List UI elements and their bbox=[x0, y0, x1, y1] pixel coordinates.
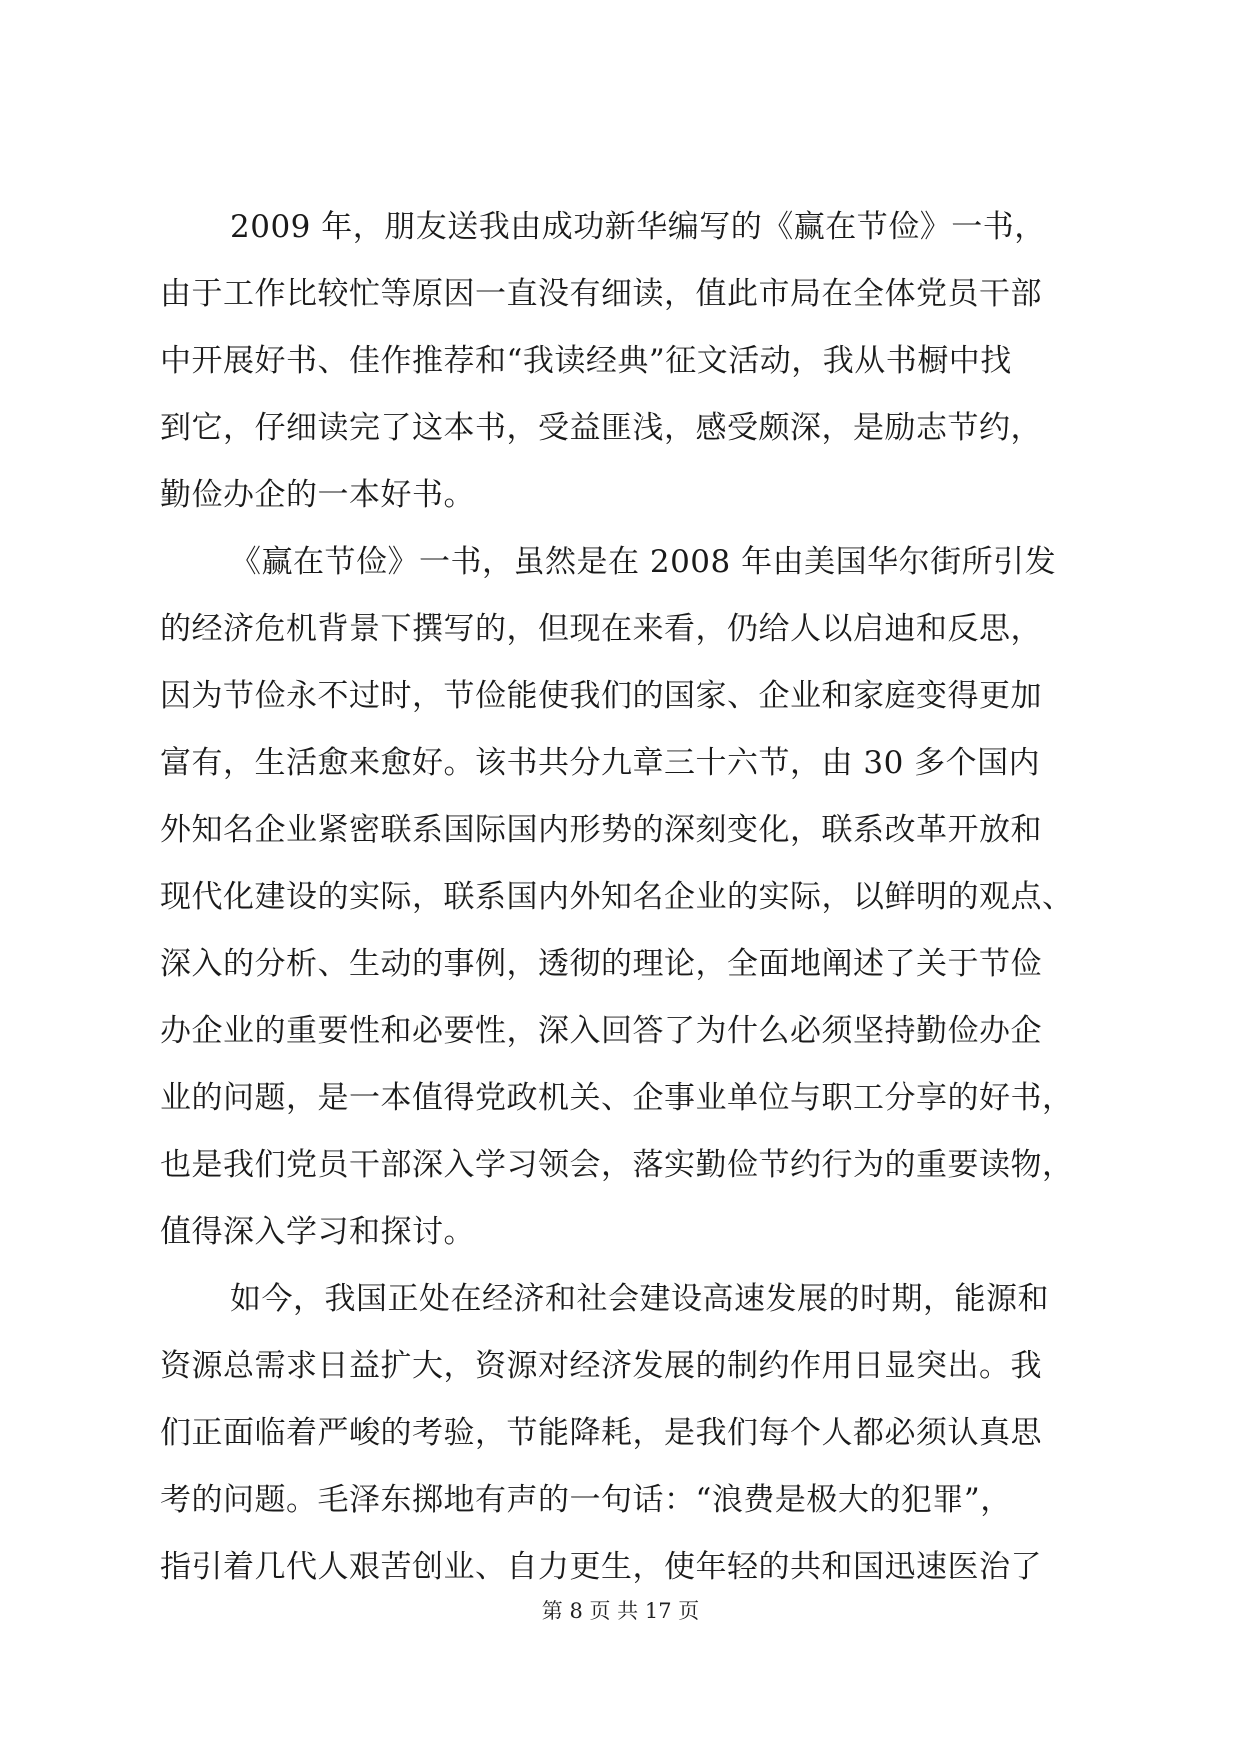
paragraph-2-line-11: 值得深入学习和探讨。 bbox=[160, 1214, 475, 1250]
paragraph-3-line-4: 考的问题。毛泽东掷地有声的一句话：“浪费是极大的犯罪”， bbox=[160, 1482, 1012, 1518]
paragraph-3-line-1: 如今，我国正处在经济和社会建设高速发展的时期，能源和 bbox=[230, 1281, 1049, 1317]
paragraph-3-line-2: 资源总需求日益扩大，资源对经济发展的制约作用日显突出。我 bbox=[160, 1348, 1042, 1384]
paragraph-2-line-1: 《赢在节俭》一书，虽然是在 2008 年由美国华尔街所引发 bbox=[230, 544, 1057, 580]
body-text bbox=[160, 194, 1090, 1601]
paragraph-2-line-6: 现代化建设的实际，联系国内外知名企业的实际，以鲜明的观点、 bbox=[160, 879, 1074, 915]
paragraph-1-line-5: 勤俭办企的一本好书。 bbox=[160, 477, 475, 513]
paragraph-2-line-5: 外知名企业紧密联系国际国内形势的深刻变化，联系改革开放和 bbox=[160, 812, 1042, 848]
paragraph-2-line-2: 的经济危机背景下撰写的，但现在来看，仍给人以启迪和反思， bbox=[160, 611, 1042, 647]
paragraph-2-line-7: 深入的分析、生动的事例，透彻的理论，全面地阐述了关于节俭 bbox=[160, 946, 1042, 982]
paragraph-1-line-4: 到它，仔细读完了这本书，受益匪浅，感受颇深，是励志节约， bbox=[160, 410, 1042, 446]
paragraph-1-line-1: 2009 年，朋友送我由成功新华编写的《赢在节俭》一书， bbox=[230, 209, 1046, 245]
paragraph-3-line-5: 指引着几代人艰苦创业、自力更生，使年轻的共和国迅速医治了 bbox=[160, 1549, 1042, 1585]
paragraph-1-line-2: 由于工作比较忙等原因一直没有细读，值此市局在全体党员干部 bbox=[160, 276, 1042, 312]
paragraph-2-line-3: 因为节俭永不过时，节俭能使我们的国家、企业和家庭变得更加 bbox=[160, 678, 1042, 714]
paragraph-3-line-3: 们正面临着严峻的考验，节能降耗，是我们每个人都必须认真思 bbox=[160, 1415, 1042, 1451]
paragraph-2-line-4: 富有，生活愈来愈好。该书共分九章三十六节，由 30 多个国内 bbox=[160, 745, 1041, 781]
paragraph-2-line-9: 业的问题，是一本值得党政机关、企事业单位与职工分享的好书， bbox=[160, 1080, 1074, 1116]
paragraph-2-line-8: 办企业的重要性和必要性，深入回答了为什么必须坚持勤俭办企 bbox=[160, 1013, 1042, 1049]
paragraph-2-line-10: 也是我们党员干部深入学习领会，落实勤俭节约行为的重要读物， bbox=[160, 1147, 1074, 1183]
page-number-footer: 第 8 页 共 17 页 bbox=[541, 1599, 700, 1623]
paragraph-1-line-3: 中开展好书、佳作推荐和“我读经典”征文活动，我从书橱中找 bbox=[160, 343, 1012, 379]
